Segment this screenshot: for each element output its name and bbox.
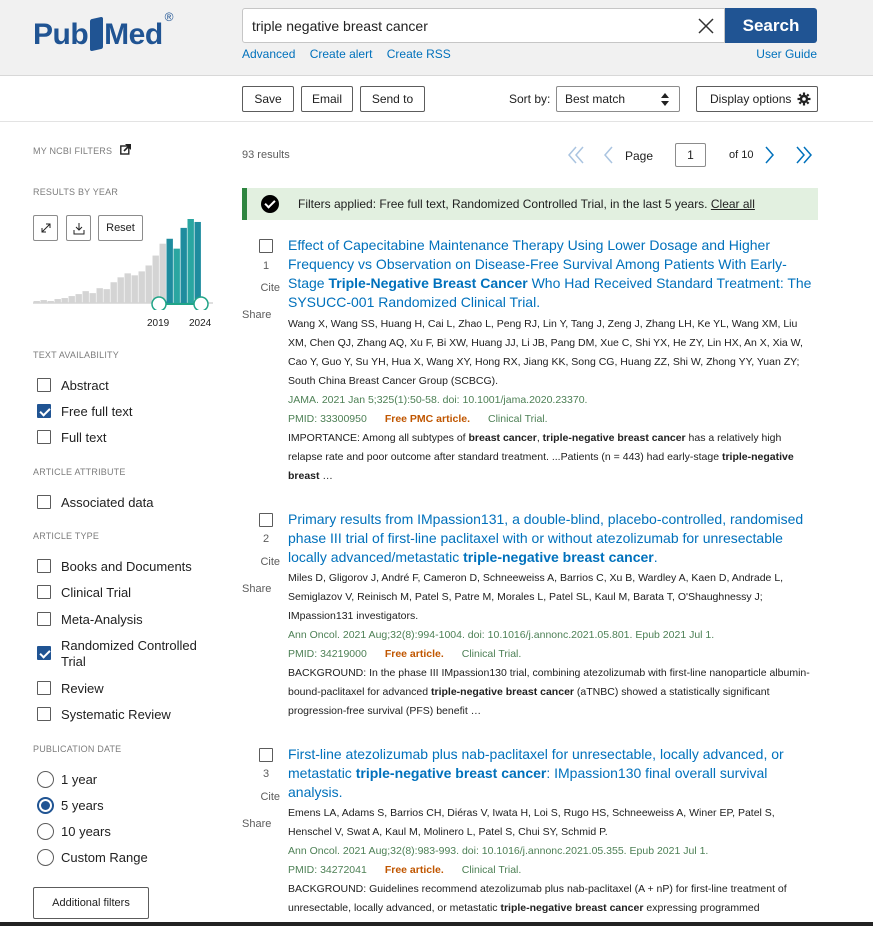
year-start-label: 2019 <box>147 318 170 329</box>
title-text: Primary results from IMpassion131, a double-blind, placebo-controlled, randomised phase III trial of first-line paclitaxel with or without atezolizumab for unresectable locally advanced/metastatic <box>288 511 804 565</box>
page-total: of 10 <box>729 149 754 161</box>
histogram-bar <box>181 228 187 303</box>
user-guide-link[interactable]: User Guide <box>756 47 817 61</box>
histogram-bar <box>125 273 131 303</box>
share-button[interactable]: Share <box>242 309 272 321</box>
cite-button[interactable]: Cite <box>260 556 280 568</box>
one-year-radio[interactable] <box>37 771 54 788</box>
article-pmid: PMID: 34219000 <box>288 648 367 660</box>
books-documents-label[interactable]: Books and Documents <box>61 559 192 574</box>
histogram-bar <box>139 271 145 303</box>
previous-page-icon[interactable] <box>601 143 615 167</box>
histogram-bar <box>167 239 173 303</box>
results-by-year-chart[interactable] <box>33 215 213 310</box>
histogram-bar <box>188 219 194 303</box>
ten-years-radio[interactable] <box>37 823 54 840</box>
results-count: 93 results <box>242 149 290 161</box>
full-text-label[interactable]: Full text <box>61 430 107 445</box>
article-title-link[interactable] <box>288 236 813 312</box>
send-to-button[interactable]: Send to <box>360 86 425 112</box>
histogram-bar <box>97 288 103 303</box>
search-input[interactable] <box>243 9 673 42</box>
email-button[interactable]: Email <box>301 86 353 112</box>
display-options-button[interactable] <box>696 86 818 112</box>
clear-icon[interactable] <box>696 16 716 36</box>
sort-select[interactable] <box>556 86 680 112</box>
snippet-highlight: triple-negative breast cancer <box>542 432 686 444</box>
article-snippet <box>288 664 813 721</box>
article-citation: Ann Oncol. 2021 Aug;32(8):983-993. doi: 10.1016/j.annonc.2021.05.355. Epub 2021 Jul 1. <box>288 845 709 857</box>
article-snippet <box>288 429 813 486</box>
free-full-text-label[interactable]: Free full text <box>61 404 133 419</box>
first-page-icon[interactable] <box>566 143 586 167</box>
page-bottom-edge <box>0 922 873 926</box>
filters-applied-summary: Filters applied: Free full text, Randomized Controlled Trial, in the last 5 years. <box>298 197 708 211</box>
external-link-icon <box>120 144 131 155</box>
create-alert-link[interactable]: Create alert <box>309 47 373 61</box>
snippet-highlight: triple-negative breast <box>288 451 794 482</box>
review-checkbox[interactable] <box>37 681 51 695</box>
histogram-bar <box>62 298 68 303</box>
check-circle-icon <box>261 195 279 213</box>
publication-type: Clinical Trial. <box>488 413 548 425</box>
share-button[interactable]: Share <box>242 818 272 830</box>
histogram-bar <box>48 301 54 303</box>
reset-chart-button[interactable]: Reset <box>98 215 143 241</box>
histogram-bar <box>195 222 201 303</box>
publication-type: Clinical Trial. <box>461 864 522 876</box>
associated-data-label[interactable]: Associated data <box>61 495 154 510</box>
results-by-year-heading: RESULTS BY YEAR <box>33 187 119 197</box>
sort-label: Sort by: <box>509 92 551 106</box>
title-highlight: triple-negative breast cancer <box>355 765 547 781</box>
histogram-bar <box>174 249 180 303</box>
full-text-checkbox[interactable] <box>37 430 51 444</box>
my-ncbi-filters-label: MY NCBI FILTERS <box>33 146 113 156</box>
abstract-label[interactable]: Abstract <box>61 378 109 393</box>
snippet-text: , <box>536 432 543 444</box>
logo-med-text: Med <box>104 18 163 51</box>
filters-applied-banner <box>242 188 818 220</box>
snippet-text: has a relatively high relapse rate and poor outcome after standard treatment. ...Patients (n = 443) had early-stage <box>288 432 782 463</box>
snippet-text: BACKGROUND: Guidelines recommend atezolizumab plus nab-paclitaxel (A + nP) for first-line treatment of unresectable, locally advanced, or metastatic <box>288 883 787 914</box>
histogram-bar <box>34 301 40 303</box>
title-text-end: : IMpassion130 final overall survival analysis. <box>288 765 768 800</box>
meta-analysis-checkbox[interactable] <box>37 612 51 626</box>
article-select-checkbox[interactable] <box>259 513 273 527</box>
search-box <box>242 8 725 43</box>
article-pmid: PMID: 33300950 <box>288 413 367 425</box>
logo-pub-text: Pub <box>33 18 89 51</box>
article-title-link[interactable] <box>288 510 813 567</box>
my-ncbi-filters-heading[interactable] <box>33 144 131 156</box>
save-button[interactable]: Save <box>242 86 294 112</box>
article-ids <box>288 410 813 429</box>
search-button[interactable]: Search <box>725 8 817 43</box>
randomized-controlled-trial-label-line2[interactable]: Trial <box>61 654 86 669</box>
next-page-icon[interactable] <box>763 143 777 167</box>
free-full-text-checkbox[interactable] <box>37 404 51 418</box>
year-end-handle[interactable] <box>194 297 208 310</box>
logo-book-icon <box>90 17 103 52</box>
filters-applied-text <box>298 197 755 211</box>
article-select-checkbox[interactable] <box>259 748 273 762</box>
sort-arrows-icon <box>661 91 669 107</box>
abstract-checkbox[interactable] <box>37 378 51 392</box>
title-highlight: triple-negative breast cancer <box>463 549 654 565</box>
article-authors: Emens LA, Adams S, Barrios CH, Diéras V, Iwata H, Loi S, Rugo HS, Schneeweiss A, Winer EP, Patel S, Henschel V, Swat A, Kaul M, Molinero L, Patel S, Chui SY, Schmid P. <box>288 807 775 838</box>
last-page-icon[interactable] <box>794 143 814 167</box>
text-availability-heading: TEXT AVAILABILITY <box>33 350 119 360</box>
five-years-label[interactable]: 5 years <box>61 798 104 813</box>
histogram-bar <box>90 293 96 303</box>
cite-button[interactable]: Cite <box>260 791 280 803</box>
histogram-bar <box>118 277 124 303</box>
histogram-bar <box>111 282 117 303</box>
free-article-badge: Free article. <box>384 648 444 660</box>
article-number: 3 <box>262 768 270 780</box>
snippet-text: … <box>319 470 333 482</box>
article-authors: Wang X, Wang SS, Huang H, Cai L, Zhao L, Peng RJ, Lin Y, Tang J, Zeng J, Zhang LH, Ke YL, Wang XM, Liu XM, Chen QJ, Zhang AQ, Xu F, Bi XW, Huang JJ, Li JB, Pang DM, Xue C, Shi YX, He ZY, Lin HX, An X, Xia W, Cao Y, Guo Y, Su YH, Hua X, Wang XY, Hong RX, Jiang KK, Song CG, Huang ZZ, Shi W, Zhong YY, Yuan ZY; South China Breast Cancer Group (SCBCG). <box>288 318 803 387</box>
title-highlight: Triple-Negative Breast Cancer <box>328 275 528 291</box>
logo-registered-mark: ® <box>164 10 174 24</box>
page-label: Page <box>625 149 654 163</box>
page-number-input[interactable] <box>675 143 706 167</box>
article-select-checkbox[interactable] <box>259 239 273 253</box>
article-citation: Ann Oncol. 2021 Aug;32(8):994-1004. doi: 10.1016/j.annonc.2021.05.801. Epub 2021 Jul 1. <box>288 629 715 641</box>
review-label[interactable]: Review <box>61 681 104 696</box>
one-year-label[interactable]: 1 year <box>61 772 98 787</box>
article-title-link[interactable] <box>288 745 813 802</box>
systematic-review-label[interactable]: Systematic Review <box>61 707 171 722</box>
sort-value: Best match <box>565 92 626 106</box>
randomized-controlled-trial-checkbox[interactable] <box>37 646 51 660</box>
clear-all-link[interactable]: Clear all <box>710 197 755 211</box>
books-documents-checkbox[interactable] <box>37 559 51 573</box>
advanced-link[interactable]: Advanced <box>242 47 296 61</box>
year-end-label: 2024 <box>189 318 212 329</box>
year-start-handle[interactable] <box>152 297 166 310</box>
article-type-heading: ARTICLE TYPE <box>33 531 100 541</box>
histogram-bars <box>34 219 201 303</box>
additional-filters-button[interactable]: Additional filters <box>33 887 149 919</box>
article-pmid: PMID: 34272041 <box>288 864 367 876</box>
article-snippet <box>288 880 813 918</box>
snippet-highlight: triple-negative breast cancer <box>431 686 574 698</box>
histogram-bar <box>83 291 89 303</box>
histogram-bar <box>69 296 75 303</box>
histogram-bar <box>104 289 110 303</box>
article-number: 1 <box>262 260 270 272</box>
histogram-bar <box>76 294 82 303</box>
snippet-highlight: breast cancer <box>468 432 537 444</box>
clinical-trial-checkbox[interactable] <box>37 585 51 599</box>
gear-icon <box>797 92 811 106</box>
article-ids <box>288 861 813 880</box>
title-text-end: . <box>653 549 658 565</box>
display-options-label: Display options <box>710 92 792 106</box>
snippet-highlight: triple-negative breast cancer <box>500 902 644 914</box>
free-article-badge: Free PMC article. <box>384 413 471 425</box>
snippet-text: IMPORTANCE: Among all subtypes of <box>288 432 469 444</box>
title-text-end: Who Had Received Standard Treatment: The SYSUCC-001 Randomized Clinical Trial. <box>288 275 812 310</box>
search-sublinks <box>242 47 462 61</box>
histogram-bar <box>55 299 61 303</box>
publication-date-heading: PUBLICATION DATE <box>33 744 122 754</box>
histogram-bar <box>160 244 166 303</box>
meta-analysis-label[interactable]: Meta-Analysis <box>61 612 143 627</box>
associated-data-checkbox[interactable] <box>37 495 51 509</box>
histogram-bar <box>132 275 138 303</box>
pubmed-logo[interactable] <box>33 10 174 52</box>
share-button[interactable]: Share <box>242 583 272 595</box>
clinical-trial-label[interactable]: Clinical Trial <box>61 585 132 600</box>
randomized-controlled-trial-label[interactable]: Randomized Controlled <box>61 638 197 653</box>
histogram-bar <box>146 265 152 303</box>
free-article-badge: Free article. <box>384 864 444 876</box>
ten-years-label[interactable]: 10 years <box>61 824 111 839</box>
article-authors: Miles D, Gligorov J, André F, Cameron D, Schneeweiss A, Barrios C, Xu B, Wardley A, Kaen D, Andrade L, Semiglazov V, Reinisch M, Patel S, Patre M, Morales L, Patel SL, Kaul M, Barata T, O'Shaughnessy J; IMpassion131 investigators. <box>288 572 784 622</box>
article-attribute-heading: ARTICLE ATTRIBUTE <box>33 467 126 477</box>
article-ids <box>288 645 813 664</box>
title-text: Effect of Capecitabine Maintenance Therapy Using Lower Dosage and Higher Frequency vs Observation on Disease-Free Survival Among Patients With Early-Stage <box>288 237 787 291</box>
five-years-radio[interactable] <box>37 797 54 814</box>
create-rss-link[interactable]: Create RSS <box>386 47 451 61</box>
article-number: 2 <box>262 533 270 545</box>
snippet-text: expressing programmed <box>643 902 760 914</box>
histogram-bar <box>41 300 47 303</box>
publication-type: Clinical Trial. <box>461 648 522 660</box>
histogram-bar <box>153 256 159 303</box>
header <box>0 0 873 76</box>
action-bar <box>0 76 873 122</box>
article-citation: JAMA. 2021 Jan 5;325(1):50-58. doi: 10.1001/jama.2020.23370. <box>288 394 588 406</box>
cite-button[interactable]: Cite <box>260 282 280 294</box>
snippet-text: BACKGROUND: In the phase III IMpassion130 trial, combining atezolizumab with first-line nanoparticle albumin-bound-paclitaxel for advanced <box>288 667 810 698</box>
title-text: First-line atezolizumab plus nab-paclitaxel for unresectable, locally advanced, or metastatic <box>288 746 784 781</box>
custom-range-radio[interactable] <box>37 849 54 866</box>
custom-range-label[interactable]: Custom Range <box>61 850 148 865</box>
systematic-review-checkbox[interactable] <box>37 707 51 721</box>
snippet-text: (aTNBC) showed a statistically significant progression-free survival (PFS) benefit … <box>288 686 770 717</box>
